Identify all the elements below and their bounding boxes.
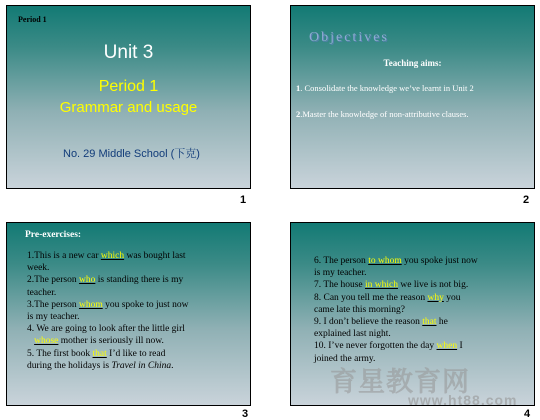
exercise-text: you spoke to just now <box>102 299 189 310</box>
exercise-line <box>27 274 249 286</box>
watermark-url: www.ht88.com <box>408 392 518 408</box>
exercise-text: 2.The person <box>27 275 79 286</box>
slide-number-4: 4 <box>524 408 531 420</box>
exercise-text: during the holidays is <box>27 360 112 371</box>
topic-title: Grammar and usage <box>59 99 198 116</box>
exercise-line <box>27 335 249 347</box>
aim-2 <box>296 109 469 119</box>
answer-blank: to whom <box>368 256 402 266</box>
aim-1-number: 1 <box>296 83 301 93</box>
exercise-text: 3.The person <box>27 299 79 310</box>
exercise-text: you <box>443 292 461 303</box>
exercise-text: 9. I don’t believe the reason <box>314 317 423 328</box>
school-name: No. 29 Middle School (下克) <box>63 148 200 160</box>
slide-number-3: 3 <box>242 408 249 420</box>
exercise-text: 7. The house <box>314 280 366 291</box>
aim-2-number: 2 <box>296 109 301 119</box>
slide-3-thumbnail[interactable] <box>6 222 251 406</box>
exercise-text: we live is not big. <box>398 280 469 291</box>
answer-blank: whose <box>34 336 59 347</box>
exercise-text: . <box>171 360 174 371</box>
exercise-line <box>27 299 249 311</box>
period-title: Period 1 <box>98 78 159 95</box>
exercise-line <box>27 360 249 372</box>
exercise-line <box>27 348 249 360</box>
exercise-line <box>314 316 535 328</box>
watermark-logo: 育星教育网 <box>330 367 470 398</box>
answer-blank: which <box>100 251 125 261</box>
exercise-line <box>314 279 535 291</box>
book-title: Travel in China <box>111 360 172 371</box>
answer-blank: when <box>436 341 458 352</box>
exercise-line <box>314 255 535 267</box>
answer-blank: in which <box>365 280 398 291</box>
exercise-line: is my teacher. <box>27 312 80 323</box>
exercise-text: I <box>457 341 463 352</box>
answer-blank: whom <box>78 299 103 310</box>
exercise-text: you spoke just now <box>401 256 478 266</box>
exercise-line: is my teacher. <box>314 268 367 279</box>
answer-blank: that <box>92 348 107 359</box>
exercise-text: mother is seriously ill now. <box>58 336 164 347</box>
slide-4-thumbnail[interactable] <box>290 222 535 406</box>
answer-blank: that <box>422 317 437 328</box>
aim-1 <box>296 83 474 93</box>
slide-number-1: 1 <box>240 194 247 206</box>
answer-blank: why <box>427 292 444 303</box>
exercise-list <box>314 255 535 365</box>
slide-number-2: 2 <box>523 194 530 206</box>
exercise-text: I’d like to read <box>106 348 166 359</box>
exercise-text: is standing there is my <box>95 275 184 286</box>
answer-blank: who <box>78 275 96 286</box>
exercise-text: was bought last <box>124 251 186 261</box>
exercise-text: 5. The first book <box>27 348 93 359</box>
slide-2-thumbnail[interactable] <box>290 5 535 189</box>
pre-exercises-heading: Pre-exercises: <box>25 230 82 240</box>
unit-title: Unit 3 <box>103 42 154 63</box>
exercise-line <box>314 292 535 304</box>
exercise-list <box>27 250 249 372</box>
exercise-line <box>27 250 249 262</box>
period-tag: Period 1 <box>18 15 47 24</box>
exercise-text: 8. Can you tell me the reason <box>314 292 428 303</box>
exercise-line: week. <box>27 263 50 274</box>
aim-2-text: .Master the knowledge of non-attributive clauses. <box>300 109 469 119</box>
exercise-line: 4. We are going to look after the little girl <box>27 324 185 335</box>
teaching-aims-heading: Teaching aims: <box>383 58 442 68</box>
exercise-line: explained last night. <box>314 329 391 340</box>
exercise-text: 6. The person <box>314 256 369 266</box>
exercise-text: 1.This is a new car <box>27 251 101 261</box>
exercise-text: he <box>436 317 448 328</box>
exercise-text: 10. I’ve never forgotten the day <box>314 341 437 352</box>
aim-1-text: . Consolidate the knowledge we’ve learnt in Unit 2 <box>300 83 474 93</box>
exercise-line: joined the army. <box>314 353 376 364</box>
slide-1-thumbnail[interactable] <box>6 5 251 189</box>
exercise-line <box>314 340 535 352</box>
objectives-wordart: Objectives <box>309 30 389 45</box>
exercise-line: teacher. <box>27 287 57 298</box>
exercise-line: came late this morning? <box>314 304 406 315</box>
